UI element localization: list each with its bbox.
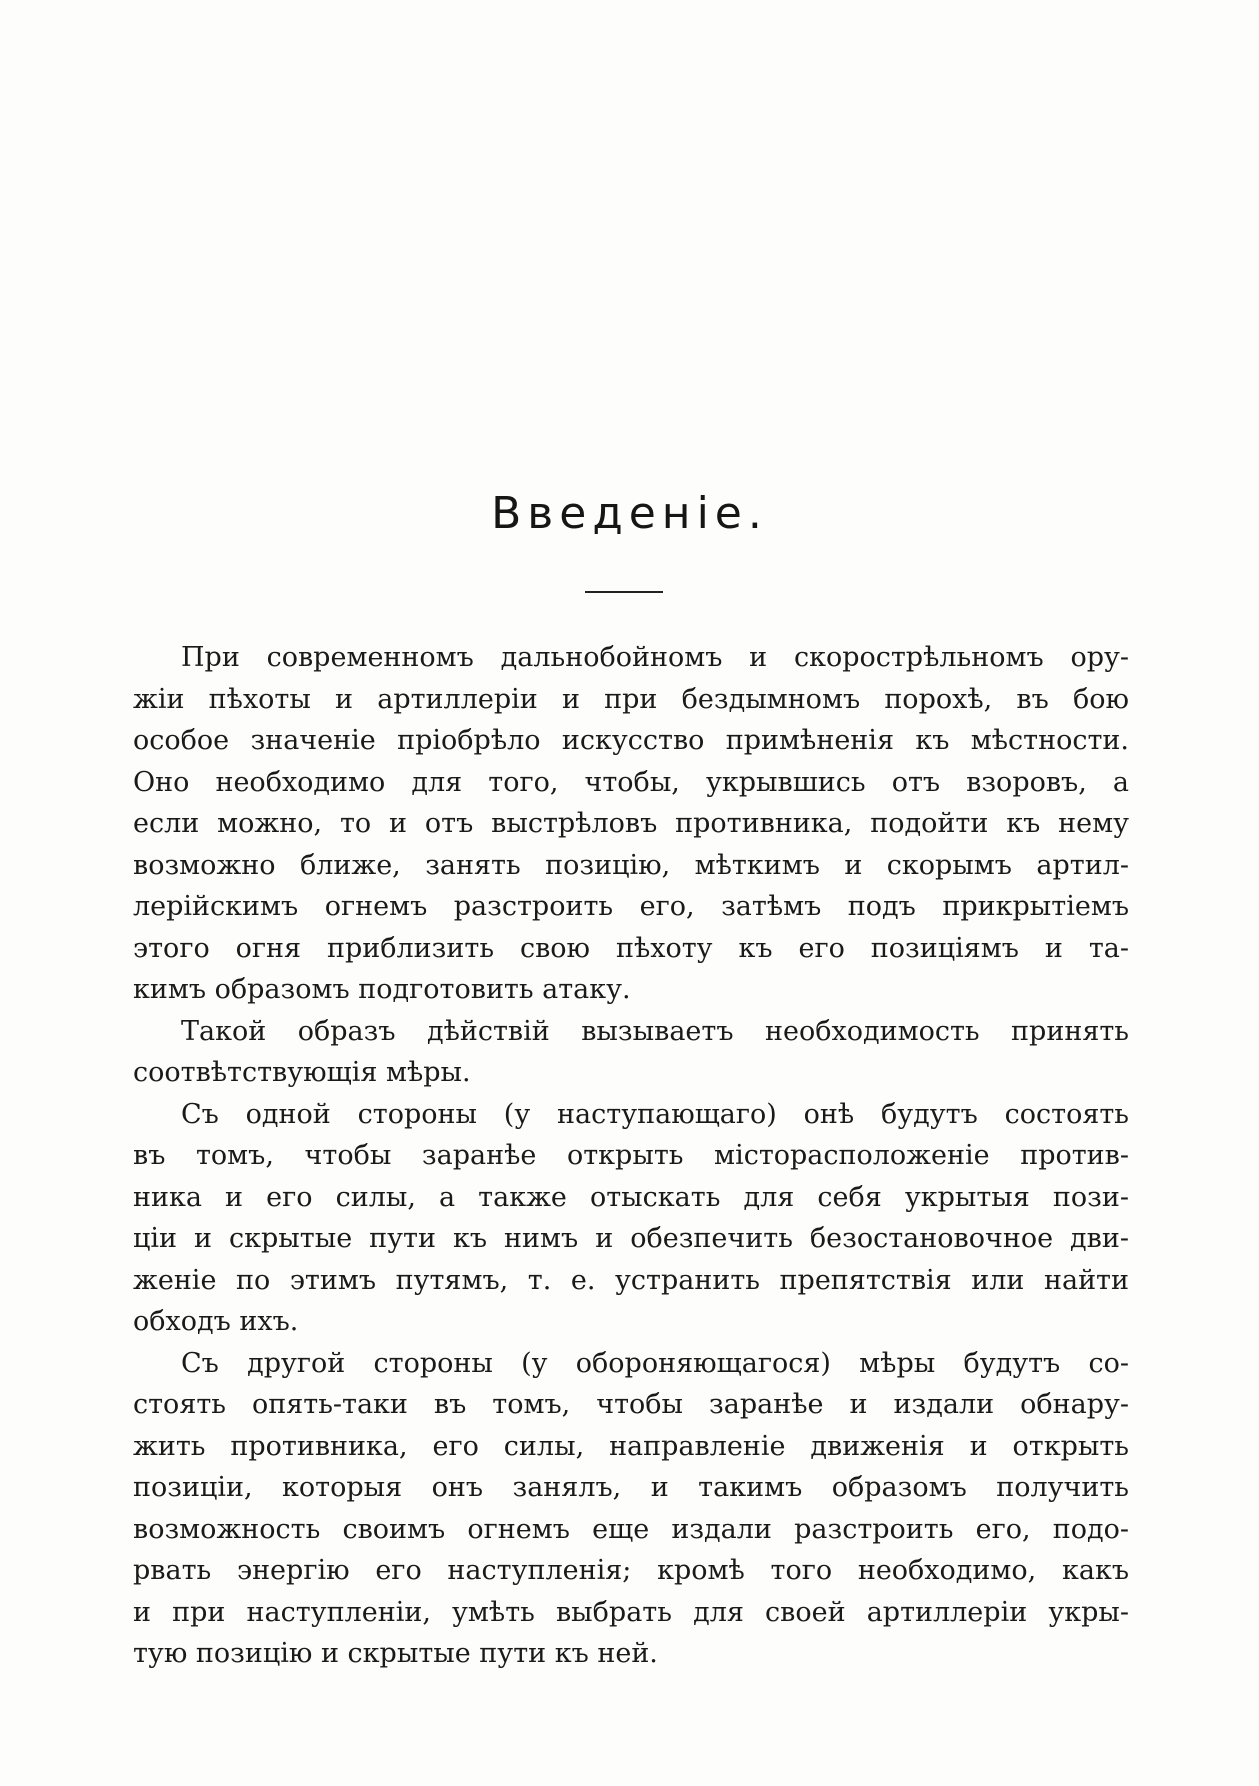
title-divider (585, 591, 663, 593)
text-line: возможность своимъ огнемъ еще издали разстроить его, подо- (133, 1513, 1129, 1545)
text-line: особое значеніе пріобрѣло искусство примѣненія къ мѣстности. (133, 725, 1129, 756)
text-line: кимъ образомъ подготовить атаку. (133, 974, 631, 1005)
text-line: Съ одной стороны (у наступающаго) онѣ будутъ состоять (181, 1098, 1129, 1130)
text-line: въ томъ, чтобы заранѣе открыть місторасположеніе против- (133, 1140, 1129, 1171)
text-line: жіи пѣхоты и артиллеріи и при бездымномъ порохѣ, въ бою (133, 683, 1129, 715)
text-line: рвать энергію его наступленія; кромѣ того необходимо, какъ (133, 1555, 1129, 1586)
text-line: если можно, то и отъ выстрѣловъ противника, подойти къ нему (133, 808, 1129, 839)
text-line: и при наступленіи, умѣть выбрать для своей артиллеріи укры- (133, 1596, 1129, 1628)
text-line: соотвѣтствующія мѣры. (133, 1057, 471, 1088)
text-line: При современномъ дальнобойномъ и скорострѣльномъ ору- (181, 642, 1129, 673)
text-line: лерійскимъ огнемъ разстроить его, затѣмъ подъ прикрытіемъ (133, 891, 1129, 922)
body-text (133, 637, 1129, 1675)
chapter-title: Введеніе. (491, 488, 768, 539)
text-line: обходъ ихъ. (133, 1306, 299, 1337)
text-line: позиціи, которыя онъ занялъ, и такимъ образомъ получить (133, 1472, 1129, 1503)
text-line: Съ другой стороны (у обороняющагося) мѣры будутъ со- (181, 1347, 1129, 1379)
text-line: жить противника, его силы, направленіе движенія и открыть (133, 1430, 1129, 1462)
text-line: Оно необходимо для того, чтобы, укрывшись отъ взоровъ, а (133, 766, 1129, 798)
text-line: тую позицію и скрытые пути къ ней. (133, 1638, 658, 1669)
text-line: Такой образъ дѣйствій вызываетъ необходимость принять (181, 1015, 1129, 1047)
text-line: женіе по этимъ путямъ, т. е. устранить препятствія или найти (133, 1264, 1129, 1296)
text-line: этого огня приблизить свою пѣхоту къ его позиціямъ и та- (133, 932, 1129, 964)
text-line: стоять опять-таки въ томъ, чтобы заранѣе и издали обнару- (133, 1389, 1129, 1420)
text-line: ціи и скрытые пути къ нимъ и обезпечить безостановочное дви- (133, 1223, 1129, 1254)
text-line: возможно ближе, занять позицію, мѣткимъ и скорымъ артил- (133, 849, 1129, 881)
text-line: ника и его силы, а также отыскать для себя укрытыя пози- (133, 1181, 1129, 1213)
